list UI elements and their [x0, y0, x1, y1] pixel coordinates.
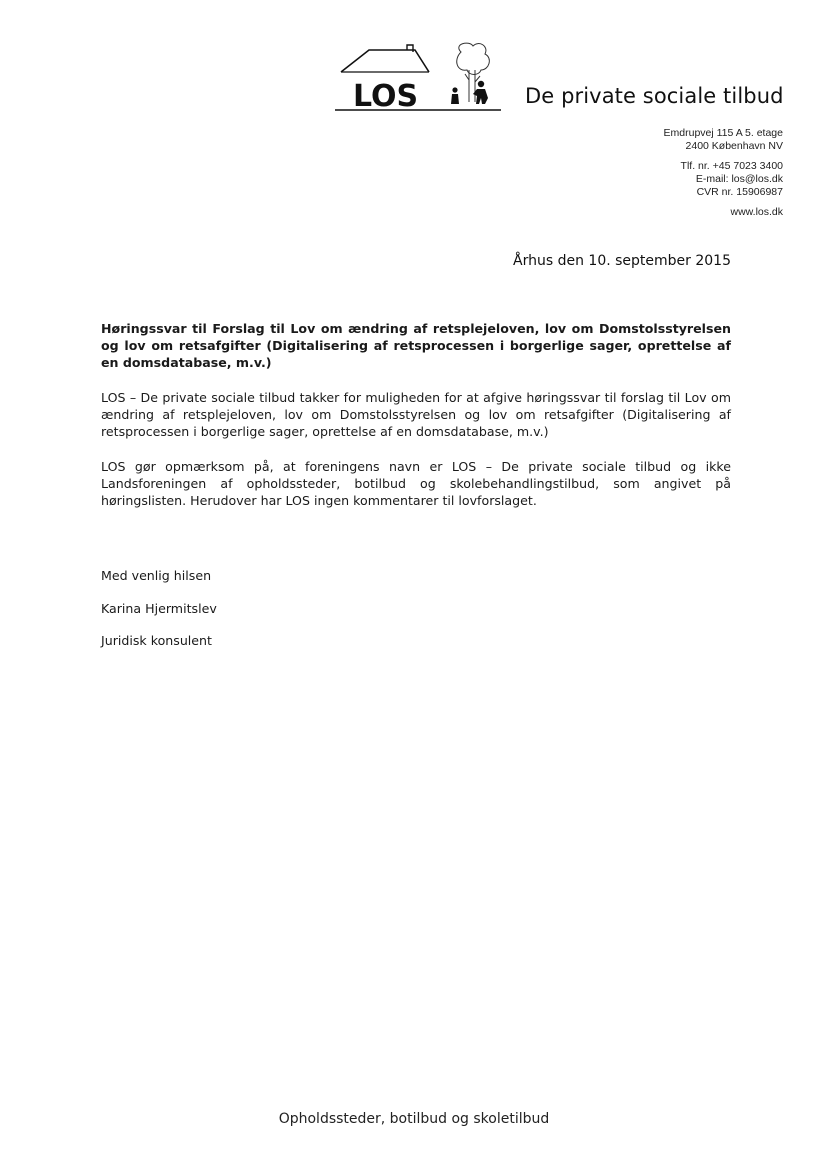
address-line-2: 2400 København NV: [685, 140, 783, 152]
cvr-number: CVR nr. 15906987: [696, 186, 783, 198]
signature-block: [101, 567, 217, 665]
closing-greeting: Med venlig hilsen: [101, 568, 212, 583]
website-link[interactable]: www.los.dk: [730, 206, 783, 218]
signer-name: Karina Hjermitslev: [101, 600, 217, 616]
organization-name: De private sociale tilbud: [525, 84, 784, 108]
chimney: [407, 45, 413, 52]
tree-crown: [457, 43, 490, 74]
letter-date: Århus den 10. september 2015: [513, 253, 731, 269]
phone-number: Tlf. nr. +45 7023 3400: [680, 160, 783, 172]
house-tree-logo-icon: [333, 40, 505, 116]
paragraph-1: LOS – De private sociale tilbud takker for muligheden for at afgive høringssvar til forslag til Lov om ændring af retsplejeloven, lov om Domstolsstyrelsen og lov om retsafgifter (Digitalisering af retsprocessen i borgerlige sager, oprettelse af en domsdatabase, m.v.): [101, 390, 731, 439]
contact-block: [664, 127, 783, 219]
child-figure-head: [452, 87, 457, 92]
email-address: E-mail: los@los.dk: [695, 173, 783, 185]
address-line-1: Emdrupvej 115 A 5. etage: [663, 127, 783, 139]
footer-tagline: Opholdssteder, botilbud og skoletilbud: [278, 1111, 550, 1127]
letter-heading: Høringssvar til Forslag til Lov om ændring af retsplejeloven, lov om Domstolsstyrelsen og lov om retsafgifter (Digitalisering af retsprocessen i borgerlige sager, oprettelse af en domsdatabase, m.v.): [101, 321, 731, 370]
adult-figure-head: [478, 81, 484, 87]
paragraph-2: LOS gør opmærksom på, at foreningens navn er LOS – De private sociale tilbud og ikke Landsforeningen af opholdssteder, botilbud og skolebehandlingstilbud, som angivet på høringslisten. Herudover har LOS ingen kommentarer til lovforslaget.: [101, 459, 731, 508]
roof-line: [341, 50, 429, 72]
child-figure-body: [451, 94, 459, 104]
los-logo: [333, 40, 505, 116]
signer-title: Juridisk konsulent: [101, 633, 212, 648]
letter-body: [101, 320, 731, 509]
logo-text: LOS: [353, 79, 419, 114]
